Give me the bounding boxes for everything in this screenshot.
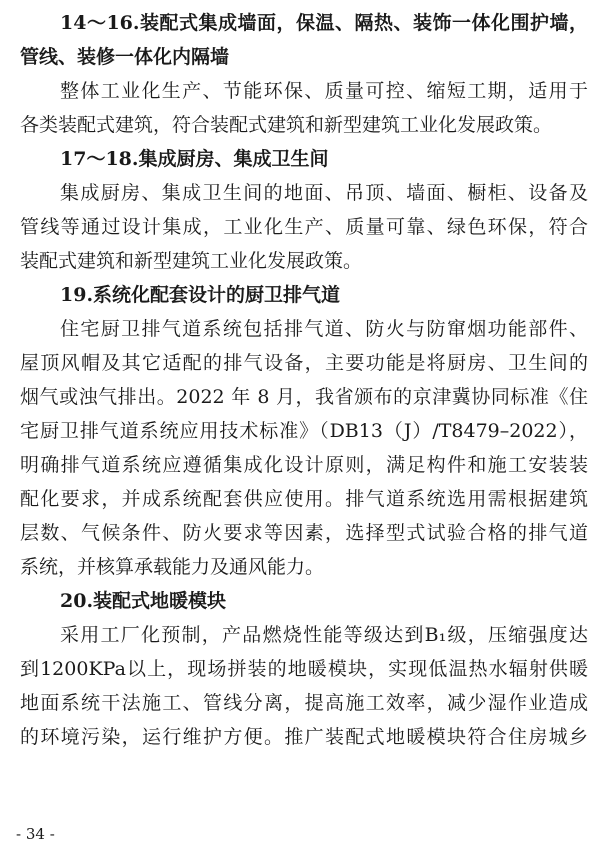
paragraph-line: 住宅厨卫排气道系统包括排气道、防火与防窜烟功能部件、 [60, 318, 588, 340]
paragraph-line: 宅厨卫排气道系统应用技术标准》（DB13（J）/T8479–2022）， [20, 420, 588, 442]
paragraph-line: 集成厨房、集成卫生间的地面、吊顶、墙面、橱柜、设备及 [60, 182, 588, 204]
section-heading-19: 19.系统化配套设计的厨卫排气道 [60, 284, 341, 306]
paragraph-line: 地面系统干法施工、管线分离，提高施工效率，减少湿作业造成 [20, 692, 588, 714]
paragraph-line: 装配式建筑和新型建筑工业化发展政策。 [20, 250, 363, 272]
section-heading-14-16-line-1: 14～16.装配式集成墙面，保温、隔热、装饰一体化围护墙， [60, 12, 588, 34]
paragraph-line: 采用工厂化预制，产品燃烧性能等级达到B₁级，压缩强度达 [60, 624, 588, 646]
paragraph-line: 配化要求，并成系统配套供应使用。排气道系统选用需根据建筑 [20, 488, 588, 510]
paragraph-line: 屋顶风帽及其它适配的排气设备，主要功能是将厨房、卫生间的 [20, 352, 588, 374]
section-heading-14-16-line-2: 管线、装修一体化内隔墙 [20, 46, 230, 68]
paragraph-line: 烟气或浊气排出。2022 年 8 月，我省颁布的京津冀协同标准《住 [20, 386, 588, 408]
paragraph-line: 各类装配式建筑，符合装配式建筑和新型建筑工业化发展政策。 [20, 114, 553, 136]
document-body [20, 6, 588, 754]
paragraph-line: 明确排气道系统应遵循集成化设计原则，满足构件和施工安装装 [20, 454, 588, 476]
paragraph-line: 整体工业化生产、节能环保、质量可控、缩短工期，适用于 [60, 80, 588, 102]
paragraph-line: 管线等通过设计集成，工业化生产、质量可靠、绿色环保，符合 [20, 216, 588, 238]
section-heading-17-18: 17～18.集成厨房、集成卫生间 [60, 148, 329, 170]
paragraph-line: 的环境污染，运行维护方便。推广装配式地暖模块符合住房城乡 [20, 726, 588, 748]
paragraph-line: 层数、气候条件、防火要求等因素，选择型式试验合格的排气道 [20, 522, 588, 544]
page-number: - 34 - [16, 825, 55, 843]
paragraph-line: 到1200KPa以上，现场拼装的地暖模块，实现低温热水辐射供暖 [20, 658, 588, 680]
section-heading-20: 20.装配式地暖模块 [60, 590, 227, 612]
paragraph-line: 系统，并核算承载能力及通风能力。 [20, 556, 325, 578]
